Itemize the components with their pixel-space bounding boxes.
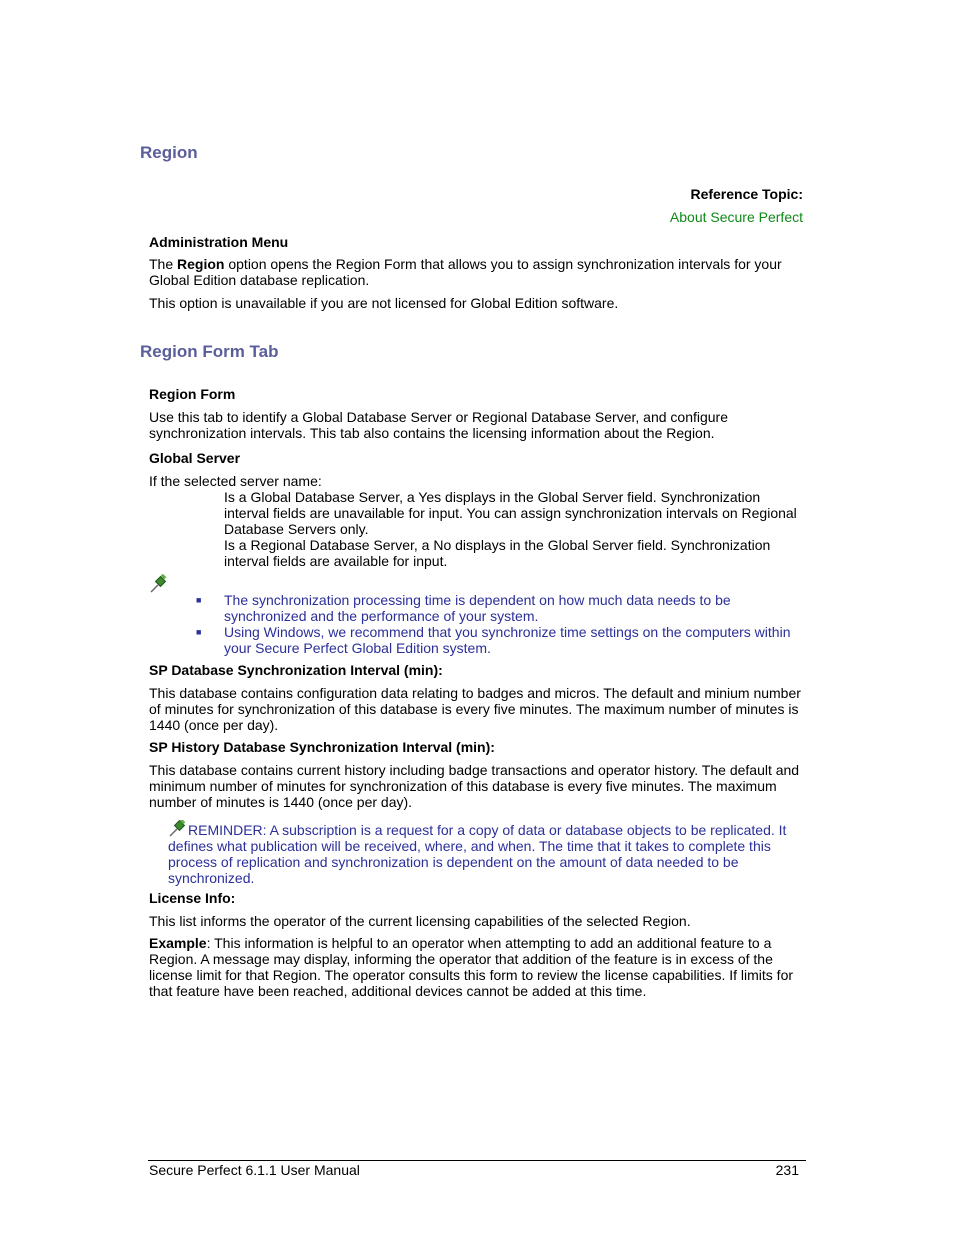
note-item-1: [196, 592, 806, 624]
example-text: : This information is helpful to an operator when attempting to add an additional feature to a Region. A message may display, informing the operator that addition of the feature is in excess of the license limit for that Region. The operator consults this form to review the license capabilities. If limits for that feature have been reached, additional devices cannot be added at this time.: [149, 935, 794, 999]
reference-topic-label: Reference Topic:: [690, 186, 803, 202]
admin-menu-label: Administration Menu: [149, 234, 289, 250]
footer-manual-title: Secure Perfect 6.1.1 User Manual: [149, 1162, 360, 1178]
example-label: Example: [149, 935, 207, 951]
region-p1-bold: Region: [177, 256, 225, 272]
footer-page-number: 231: [775, 1162, 799, 1178]
note-item-2-text: Using Windows, we recommend that you synchronize time settings on the computers within your Secure Perfect Global Edition system.: [224, 624, 791, 656]
if-selected-text: If the selected server name:: [149, 473, 322, 489]
section-heading-region-form-tab: Region Form Tab: [140, 342, 279, 361]
footer-divider: [148, 1160, 806, 1161]
region-form-intro: Use this tab to identify a Global Database Server or Regional Database Server, and configure synchronization intervals. This tab also contains the licensing information about the Region.: [149, 409, 728, 441]
region-form-label: Region Form: [149, 386, 236, 402]
license-info-label: License Info:: [149, 890, 236, 906]
note-item-1-text: The synchronization processing time is dependent on how much data needs to be synchronized and the performance of your system.: [224, 592, 731, 624]
section-heading-region: Region: [140, 143, 198, 162]
sp-db-text: This database contains configuration data relating to badges and micros. The default and minium number of minutes for synchronization of this database is every five minutes. The maximum number of minutes is 1440 (once per day).: [149, 685, 801, 733]
license-info-text: This list informs the operator of the current licensing capabilities of the selected Region.: [149, 913, 691, 929]
sp-hist-text: This database contains current history including badge transactions and operator history. The default and minimum number of minutes for synchronization of this database is every five minutes. The maximum number of minutes is 1440 (once per day).: [149, 762, 800, 810]
region-paragraph-1: [149, 256, 805, 288]
square-bullet-icon: ■: [196, 627, 202, 637]
note-item-2: [196, 624, 806, 656]
region-p1-before: The: [149, 256, 178, 272]
reminder-note: [168, 820, 804, 886]
case-regional-text: Is a Regional Database Server, a No displays in the Global Server field. Synchronization interval fields are available for input.: [224, 537, 771, 569]
region-paragraph-2: This option is unavailable if you are not licensed for Global Edition software.: [149, 295, 619, 311]
region-p1-after: option opens the Region Form that allows you to assign synchronization intervals for your Global Edition database replication.: [149, 256, 782, 288]
example-paragraph: [149, 935, 805, 999]
reminder-text: REMINDER: A subscription is a request for a copy of data or database objects to be replicated. It defines what publication will be received, where, and when. The time that it takes to complete this process of replication and synchronization is dependent on the amount of data needed to be synchronized.: [168, 822, 787, 886]
pushpin-icon: [168, 820, 188, 838]
pushpin-icon: [149, 574, 169, 594]
reference-topic-link[interactable]: About Secure Perfect: [669, 209, 803, 225]
sp-db-label: SP Database Synchronization Interval (min):: [149, 662, 443, 678]
square-bullet-icon: ■: [196, 595, 202, 605]
case-global-text: Is a Global Database Server, a Yes displays in the Global Server field. Synchronization interval fields are unavailable for input. You can assign synchronization intervals on Regional Database Servers only.: [224, 489, 797, 537]
sp-hist-label: SP History Database Synchronization Interval (min):: [149, 739, 495, 755]
global-server-label: Global Server: [149, 450, 241, 466]
